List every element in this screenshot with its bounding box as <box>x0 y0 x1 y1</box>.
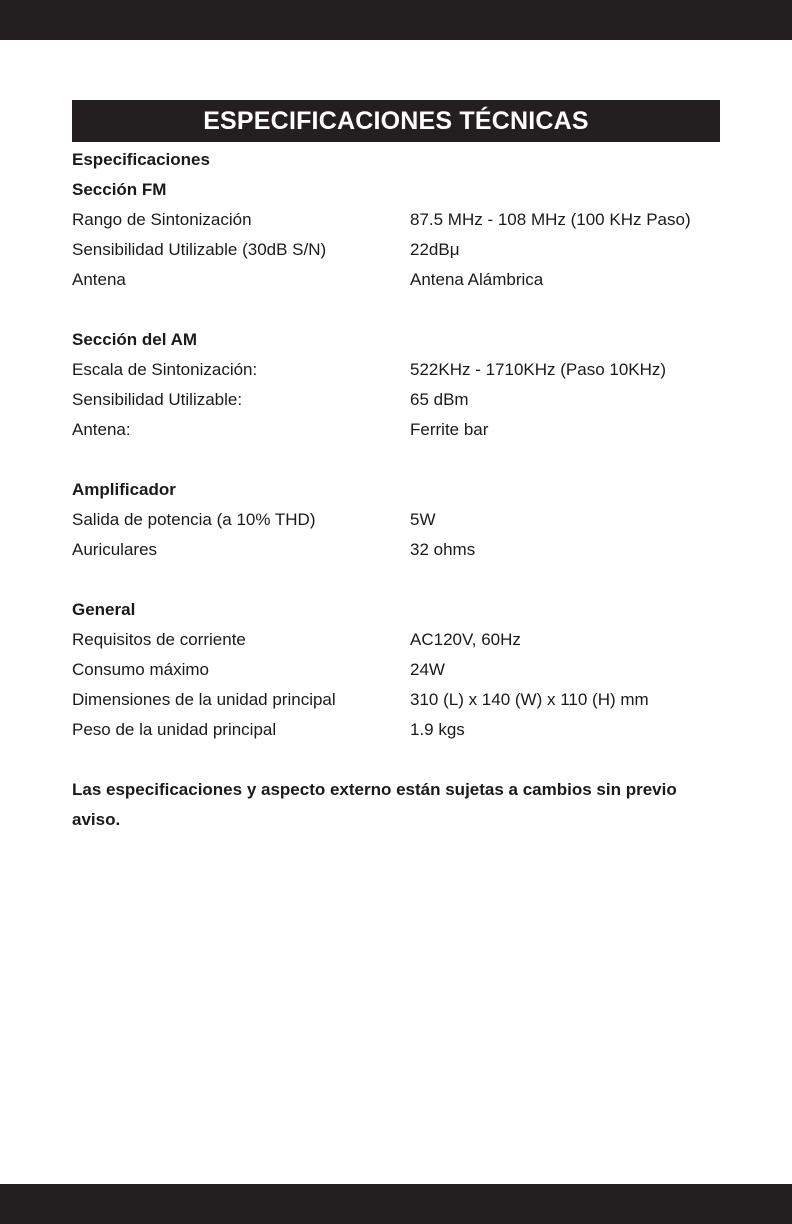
top-band <box>0 0 792 40</box>
spec-label: Salida de potencia (a 10% THD) <box>72 510 316 529</box>
spec-label: Sensibilidad Utilizable: <box>72 390 243 409</box>
bottom-band <box>0 1184 792 1224</box>
section-spacer <box>72 295 722 325</box>
spec-label: Antena: <box>72 420 131 439</box>
spec-value: 1.9 kgs <box>410 720 465 739</box>
spec-label: Escala de Sintonización: <box>72 360 258 379</box>
spec-value: 22dBμ <box>410 240 460 259</box>
spec-row <box>72 655 722 685</box>
spec-label: Auriculares <box>72 540 158 559</box>
spec-row <box>72 625 722 655</box>
spec-label: Sensibilidad Utilizable (30dB S/N) <box>72 240 327 259</box>
spec-row <box>72 205 722 235</box>
section-heading-am: Sección del AM <box>72 330 198 349</box>
spec-label: Requisitos de corriente <box>72 630 246 649</box>
page-title: ESPECIFICACIONES TÉCNICAS <box>203 106 589 135</box>
spec-row <box>72 685 722 715</box>
spec-row <box>72 385 722 415</box>
spec-value: 24W <box>410 660 445 679</box>
spec-value: 5W <box>410 510 436 529</box>
spec-value: Antena Alámbrica <box>410 270 544 289</box>
spec-row <box>72 235 722 265</box>
spec-row <box>72 505 722 535</box>
spec-label: Rango de Sintonización <box>72 210 252 229</box>
spec-value: AC120V, 60Hz <box>410 630 521 649</box>
spec-value: Ferrite bar <box>410 420 489 439</box>
section-heading-fm: Sección FM <box>72 180 167 199</box>
spec-row <box>72 415 722 445</box>
spec-label: Consumo máximo <box>72 660 209 679</box>
spec-row <box>72 715 722 745</box>
spec-row <box>72 265 722 295</box>
spec-label: Peso de la unidad principal <box>72 720 277 739</box>
spec-row <box>72 535 722 565</box>
title-bar <box>72 100 720 142</box>
spec-value: 87.5 MHz - 108 MHz (100 KHz Paso) <box>410 210 691 229</box>
section-spacer <box>72 565 722 595</box>
spec-value: 522KHz - 1710KHz (Paso 10KHz) <box>410 360 667 379</box>
section-spacer <box>72 445 722 475</box>
spec-value: 310 (L) x 140 (W) x 110 (H) mm <box>410 690 649 709</box>
spec-content <box>72 145 722 835</box>
spec-value: 32 ohms <box>410 540 476 559</box>
intro-heading: Especificaciones <box>72 150 210 169</box>
spec-row <box>72 355 722 385</box>
section-heading-general: General <box>72 600 136 619</box>
spec-label: Dimensiones de la unidad principal <box>72 690 336 709</box>
spec-value: 65 dBm <box>410 390 469 409</box>
section-heading-amplifier: Amplificador <box>72 480 176 499</box>
disclaimer-note: Las especificaciones y aspecto externo están sujetas a cambios sin previo aviso. <box>72 780 677 829</box>
spec-label: Antena <box>72 270 126 289</box>
